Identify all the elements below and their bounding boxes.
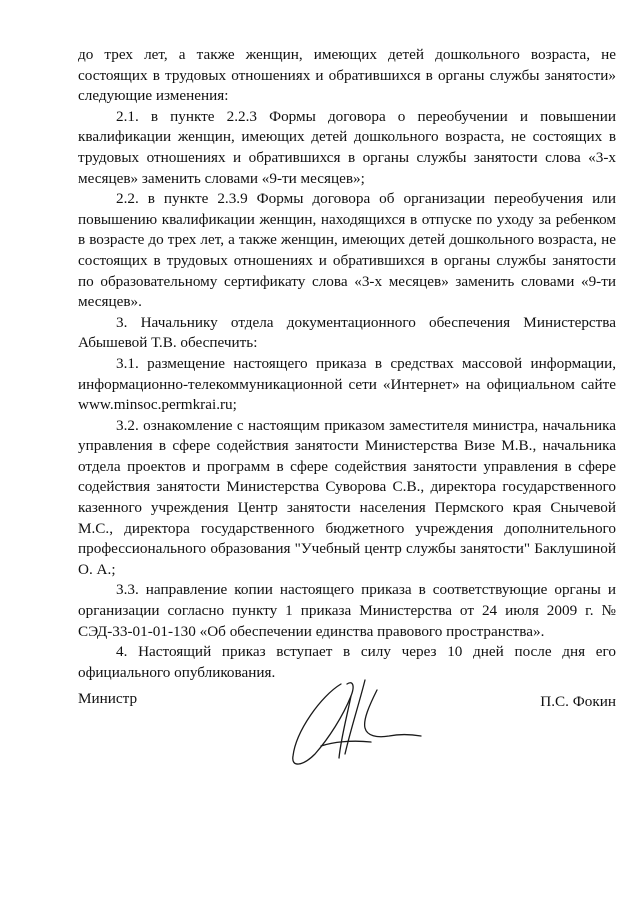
- paragraph-2-1: 2.1. в пункте 2.2.3 Формы договора о переобучении и повышении квалификации женщин, имеющих детей дошкольного возраста, не состоящих в трудовых отношениях и обратившихся в органы службы занятости слова «3-х месяцев» заменить словами «9-ти месяцев»;: [78, 107, 616, 187]
- paragraph-4: 4. Настоящий приказ вступает в силу через 10 дней после дня его официального опубликования.: [78, 643, 616, 681]
- paragraph-3: 3. Начальнику отдела документационного обеспечения Министерства Абышевой Т.В. обеспечить:: [78, 313, 616, 352]
- signatory-name: П.С. Фокин: [540, 693, 616, 710]
- paragraph-2-2: 2.2. в пункте 2.3.9 Формы договора об организации переобучения или повышению квалификации женщин, находящихся в отпуске по уходу за ребенком в возрасте до трех лет, а также женщин, имеющих детей дошкольного возраста, не состоящих в трудовых отношениях и обратившихся в органы службы занятости по образовательному сертификату слова «3-х месяцев» заменить словами «9-ти месяцев».: [78, 190, 616, 311]
- document-body: [78, 45, 616, 683]
- signatory-title: Министр: [78, 690, 138, 707]
- signature-block: [78, 690, 616, 780]
- handwritten-signature: [281, 676, 431, 776]
- paragraph-continuation: до трех лет, а также женщин, имеющих детей дошкольного возраста, не состоящих в трудовых отношениях и обратившихся в органы службы занятости» следующие изменения:: [78, 46, 616, 105]
- paragraph-3-2: 3.2. ознакомление с настоящим приказом заместителя министра, начальника управления в сфере содействия занятости Министерства Визе М.В., начальника отдела проектов и программ в сфере содействия занятости управления в сфере содействия занятости Министерства Суворова С.В., директора государственного казенного учреждения Центр занятости населения Пермского края Снычевой М.С., директора государственного бюджетного учреждения дополнительного профессионального образования "Учебный центр службы занятости" Баклушиной О. А.;: [78, 416, 616, 578]
- paragraph-3-1: 3.1. размещение настоящего приказа в средствах массовой информации, информационно-телекоммуникационной сети «Интернет» на официальном сайте www.minsoc.permkrai.ru;: [78, 354, 616, 414]
- paragraph-3-3: 3.3. направление копии настоящего приказа в соответствующие органы и организации согласно пункту 1 приказа Министерства от 24 июля 2009 г. № СЭД-33-01-01-130 «Об обеспечении единства правового пространства».: [78, 581, 616, 640]
